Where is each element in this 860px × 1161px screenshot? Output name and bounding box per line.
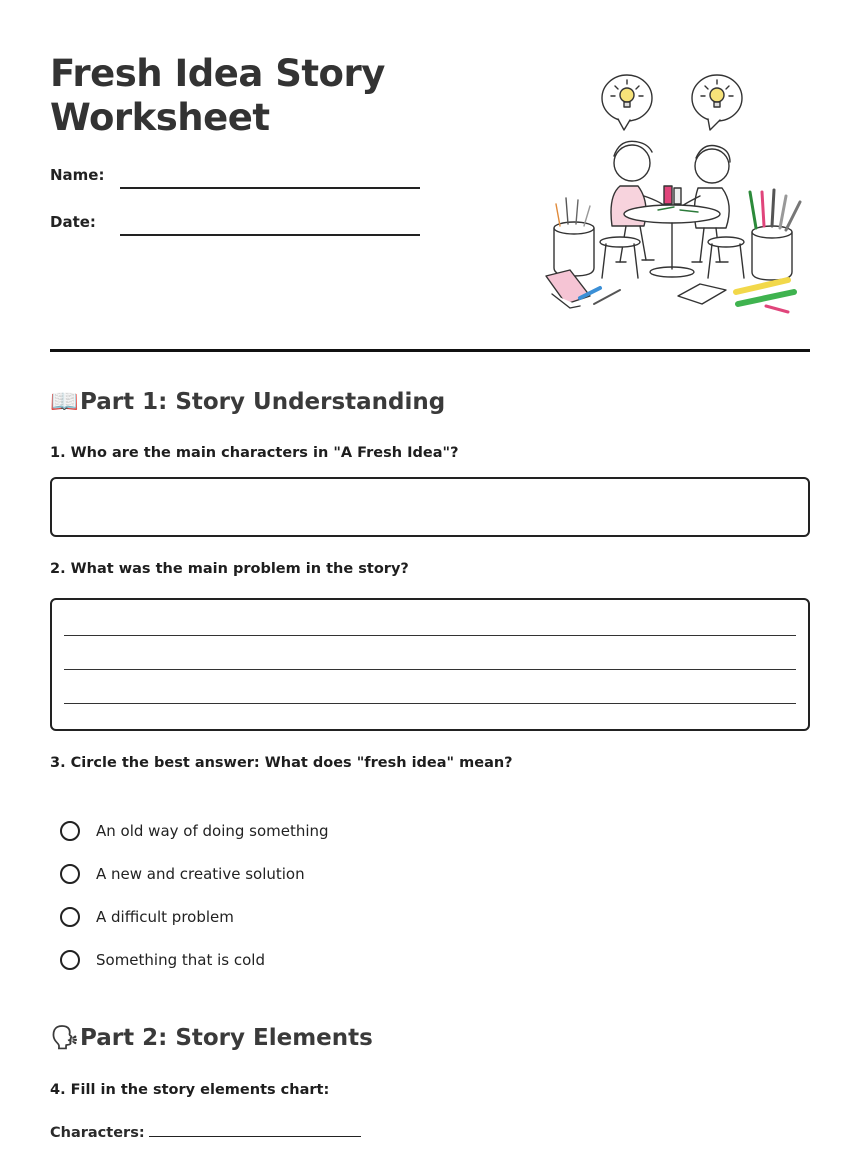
open-book-icon: 📖 <box>50 389 79 415</box>
question-1: 1. Who are the main characters in "A Fresh Idea"? <box>50 445 459 461</box>
question-3: 3. Circle the best answer: What does "fresh idea" mean? <box>50 755 513 771</box>
name-field[interactable] <box>120 187 420 189</box>
writing-line <box>64 635 796 636</box>
answer-box-1[interactable] <box>50 477 810 537</box>
option-difficult-problem[interactable] <box>60 904 234 930</box>
option-old-way[interactable] <box>60 818 329 844</box>
radio-circle[interactable] <box>60 864 80 884</box>
part1-title: Part 1: Story Understanding <box>80 389 446 415</box>
option-label: Something that is cold <box>96 951 265 969</box>
part1-heading <box>50 388 445 415</box>
speaking-head-icon: 🗣 <box>50 1025 80 1051</box>
lightbulb-bubble-right-icon <box>692 75 742 130</box>
radio-circle[interactable] <box>60 821 80 841</box>
date-label: Date: <box>50 213 96 231</box>
radio-circle[interactable] <box>60 950 80 970</box>
question-4: 4. Fill in the story elements chart: <box>50 1082 330 1098</box>
characters-row <box>50 1122 361 1141</box>
writing-line <box>64 703 796 704</box>
worksheet-title: Fresh Idea Story Worksheet <box>50 52 385 139</box>
lightbulb-bubble-left-icon <box>602 75 652 130</box>
characters-label: Characters: <box>50 1125 145 1141</box>
header-divider <box>50 349 810 352</box>
radio-circle[interactable] <box>60 907 80 927</box>
date-field[interactable] <box>120 234 420 236</box>
option-label: A difficult problem <box>96 908 234 926</box>
option-label: A new and creative solution <box>96 865 305 883</box>
answer-box-2[interactable] <box>50 598 810 731</box>
part2-heading <box>50 1024 373 1051</box>
writing-line <box>64 669 796 670</box>
question-2: 2. What was the main problem in the story? <box>50 561 409 577</box>
marker-cup-right <box>750 190 800 280</box>
kids-idea-illustration <box>540 68 810 320</box>
part2-title: Part 2: Story Elements <box>80 1025 373 1051</box>
characters-field[interactable] <box>149 1122 361 1137</box>
option-new-creative[interactable] <box>60 861 305 887</box>
option-cold[interactable] <box>60 947 265 973</box>
name-label: Name: <box>50 166 105 184</box>
option-label: An old way of doing something <box>96 822 329 840</box>
pencil-cup-left <box>554 198 594 276</box>
